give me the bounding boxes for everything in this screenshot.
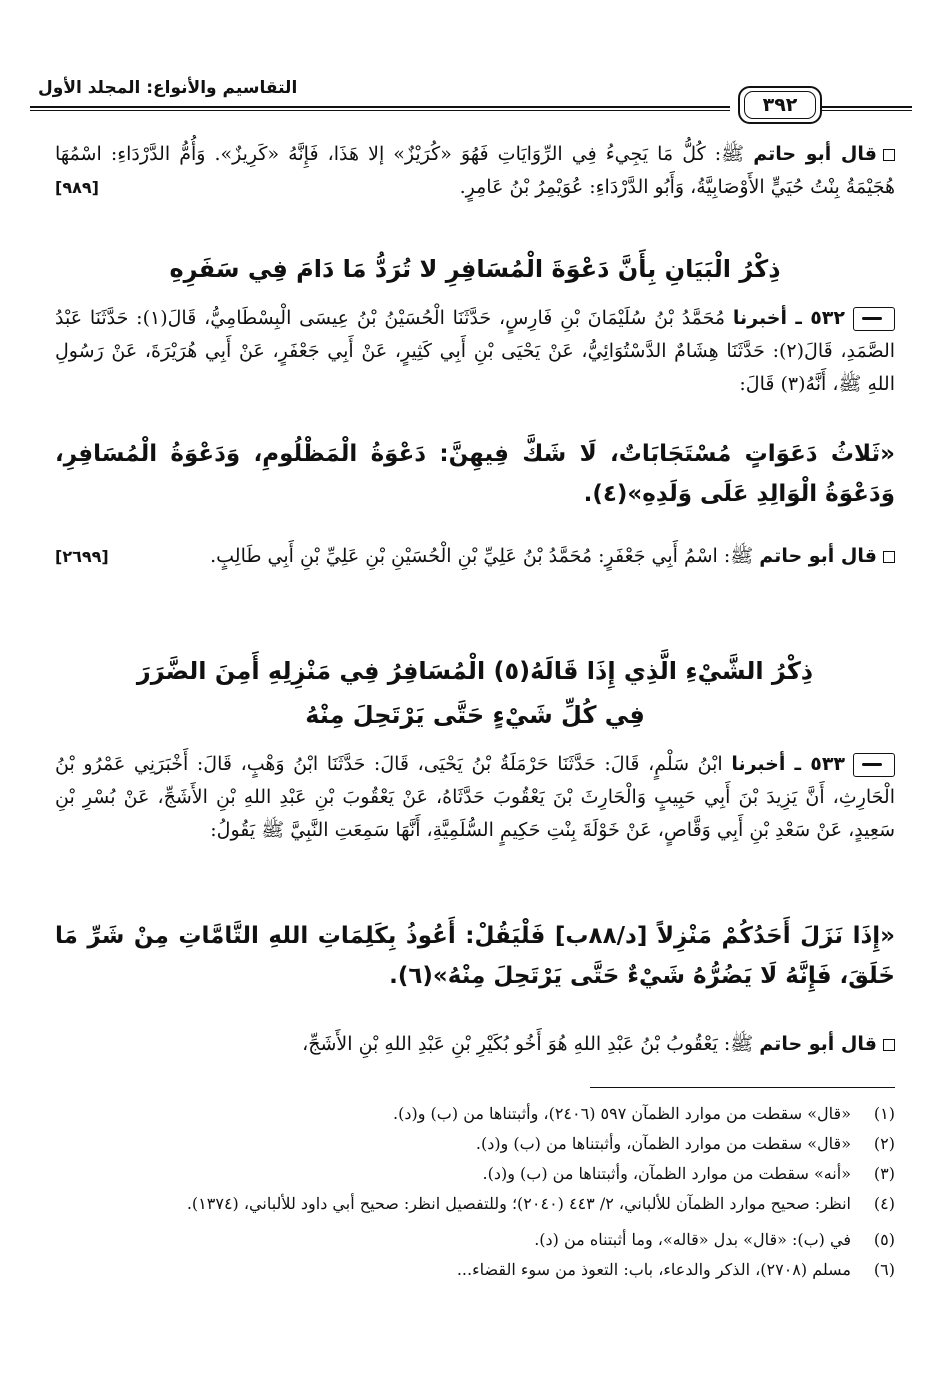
- header-rule-right-thin: [822, 110, 912, 111]
- commentary-paragraph-2: [55, 540, 895, 573]
- footnote-text: في (ب): «قال» بدل «قاله»، وما أثبتناه من (د).: [534, 1230, 851, 1249]
- commentary-lead: قال أبو حاتم: [753, 143, 877, 165]
- hadith-number: ٥٣٢ ـ أخبرنا: [732, 307, 845, 329]
- footnote-rule: [590, 1087, 895, 1088]
- commentary-text: ﷺ: يَعْقُوبُ بْنُ عَبْدِ اللهِ هُوَ أَخُو بُكَيْرِ بْنِ عَبْدِ اللهِ بْنِ الأَشَجِّ،: [302, 1033, 760, 1055]
- footnote-text: «قال» سقطت من موارد الظمآن ٥٩٧ (٢٤٠٦)، وأثبتناها من (ب) و(د).: [393, 1104, 851, 1123]
- footnote-number: (٦): [873, 1260, 895, 1279]
- isnad-text: ابْنُ سَلْمٍ، قَالَ: حَدَّثَنَا حَرْمَلَةُ بْنُ يَحْيَى، قَالَ: حَدَّثَنَا ابْنُ وَهْبٍ، قَالَ: أَخْبَرَنِي عَمْرُو بْنُ الْحَارِثِ، أَنَّ يَزِيدَ بْنَ أَبِي حَبِيبٍ وَالْحَارِثَ بْنَ يَعْقُوبَ حَدَّثَاهُ، عَنْ يَعْقُوبَ بْنِ عَبْدِ اللهِ بْنِ الأَشَجِّ، عَنْ بُسْرِ بْنِ سَعِيدٍ، عَنْ سَعْدِ بْنِ أَبِي وَقَّاصٍ، عَنْ خَوْلَةَ بِنْتِ حَكِيمٍ السُّلَمِيَّةِ، أَنَّهَا سَمِعَتِ النَّبِيَّ ﷺ يَقُولُ:: [55, 753, 895, 841]
- footnote-number: (٢): [873, 1134, 895, 1153]
- commentary-lead: قال أبو حاتم: [759, 1033, 877, 1055]
- reference-number: [٢٦٩٩]: [55, 547, 109, 566]
- square-bullet-icon: [883, 149, 895, 161]
- footnote-text: انظر: صحيح موارد الظمآن للألباني، ٢/ ٤٤٣ (٢٠٤٠)؛ وللتفصيل انظر: صحيح أبي داود للألباني، (١٣٧٤).: [186, 1194, 851, 1213]
- footnote-list: [55, 1100, 895, 1284]
- square-bullet-icon: [883, 1039, 895, 1051]
- footnote-number: (٥): [873, 1230, 895, 1249]
- footnote-item: [55, 1160, 895, 1188]
- footnote-item: [55, 1190, 895, 1218]
- footnote-number: (٣): [873, 1164, 895, 1183]
- footnote-item: [55, 1100, 895, 1128]
- footnote-text: مسلم (٢٧٠٨)، الذكر والدعاء، باب: التعوذ من سوء القضاء...: [456, 1260, 851, 1279]
- footnote-text: «أنه» سقطت من موارد الظمآن، وأثبتناها من (ب) و(د).: [482, 1164, 851, 1183]
- commentary-paragraph-1: [55, 138, 895, 204]
- header-rule: [30, 106, 730, 108]
- footnote-text: «قال» سقطت من موارد الظمآن، وأثبتناها من (ب) و(د).: [475, 1134, 851, 1153]
- hadith-chain-532: [55, 302, 895, 401]
- header-rule-right: [822, 106, 912, 108]
- section-heading-1: ذِكْرُ الْبَيَانِ بِأَنَّ دَعْوَةَ الْمُسَافِرِ لا تُرَدُّ مَا دَامَ فِي سَفَرِهِ: [169, 255, 781, 283]
- hadith-chain-533: [55, 748, 895, 847]
- footnote-number: (١): [873, 1104, 895, 1123]
- commentary-lead: قال أبو حاتم: [759, 545, 877, 567]
- hand-pointer-icon: [853, 753, 895, 777]
- header-rule-thin: [30, 110, 730, 111]
- section-heading-2: ذِكْرُ الشَّيْءِ الَّذِي إِذَا قَالَهُ(٥) الْمُسَافِرُ فِي مَنْزِلِهِ أَمِنَ الضَّرَرَ: [136, 657, 814, 685]
- hand-pointer-icon: [853, 307, 895, 331]
- square-bullet-icon: [883, 551, 895, 563]
- hadith-number: ٥٣٣ ـ أخبرنا: [731, 753, 846, 775]
- commentary-text: ﷺ: كُلُّ مَا يَجِيءُ فِي الرِّوَايَاتِ فَهُوَ «كُرَيْزٌ» إلا هَذَا، فَإِنَّهُ «كَرِيزٌ». وَأُمُّ الدَّرْدَاءِ: اسْمُهَا هُجَيْمَةُ بِنْتُ حُيَيٍّ الأَوْصَابِيَّةُ، وَأَبُو الدَّرْدَاءِ: عُوَيْمِرُ بْنُ عَامِرٍ.: [55, 143, 895, 198]
- running-header-title: التقاسيم والأنواع: المجلد الأول: [38, 78, 298, 98]
- hadith-matn-1: «ثَلاثُ دَعَوَاتٍ مُسْتَجَابَاتٌ، لَا شَكَّ فِيهِنَّ: دَعْوَةُ الْمَظْلُومِ، وَدَعْوَةُ الْمُسَافِرِ، وَدَعْوَةُ الْوَالِدِ عَلَى وَلَدِهِ»(٤).: [55, 441, 895, 507]
- commentary-text: ﷺ: اسْمُ أَبِي جَعْفَرٍ: مُحَمَّدُ بْنُ عَلِيِّ بْنِ الْحُسَيْنِ بْنِ عَلِيِّ بْنِ أَبِي طَالِبٍ.: [210, 545, 760, 567]
- isnad-text: مُحَمَّدُ بْنُ سُلَيْمَانَ بْنِ فَارِسٍ، حَدَّثَنَا الْحُسَيْنُ بْنُ عِيسَى الْبِسْطَامِيُّ، قَالَ(١): حَدَّثَنَا عَبْدُ الصَّمَدِ، قَالَ(٢): حَدَّثَنَا هِشَامٌ الدَّسْتُوَائِيُّ، عَنْ يَحْيَى بْنِ أَبِي كَثِيرٍ، عَنْ أَبِي جَعْفَرٍ، عَنْ أَبِي هُرَيْرَةَ، عَنْ رَسُولِ اللهِ ﷺ، أَنَّهُ(٣) قَالَ:: [55, 307, 896, 395]
- page-number-frame: [738, 86, 822, 124]
- section-heading-2-line2: فِي كُلِّ شَيْءٍ حَتَّى يَرْتَحِلَ مِنْهُ: [305, 701, 645, 729]
- hadith-matn-2: «إِذَا نَزَلَ أَحَدُكُمْ مَنْزِلاً [د/٨٨ب] فَلْيَقُلْ: أَعُوذُ بِكَلِمَاتِ اللهِ التَّامَّاتِ مِنْ شَرِّ مَا خَلَقَ، فَإِنَّهُ لَا يَضُرُّهُ شَيْءٌ حَتَّى يَرْتَحِلَ مِنْهُ»(٦).: [55, 923, 896, 989]
- reference-number: [٩٨٩]: [55, 178, 99, 197]
- footnote-item: [55, 1226, 895, 1254]
- page-number: ٣٩٢: [744, 91, 816, 119]
- commentary-paragraph-3: [55, 1028, 895, 1061]
- footnote-number: (٤): [873, 1194, 895, 1213]
- footnote-item: [55, 1130, 895, 1158]
- footnote-item: [55, 1256, 895, 1284]
